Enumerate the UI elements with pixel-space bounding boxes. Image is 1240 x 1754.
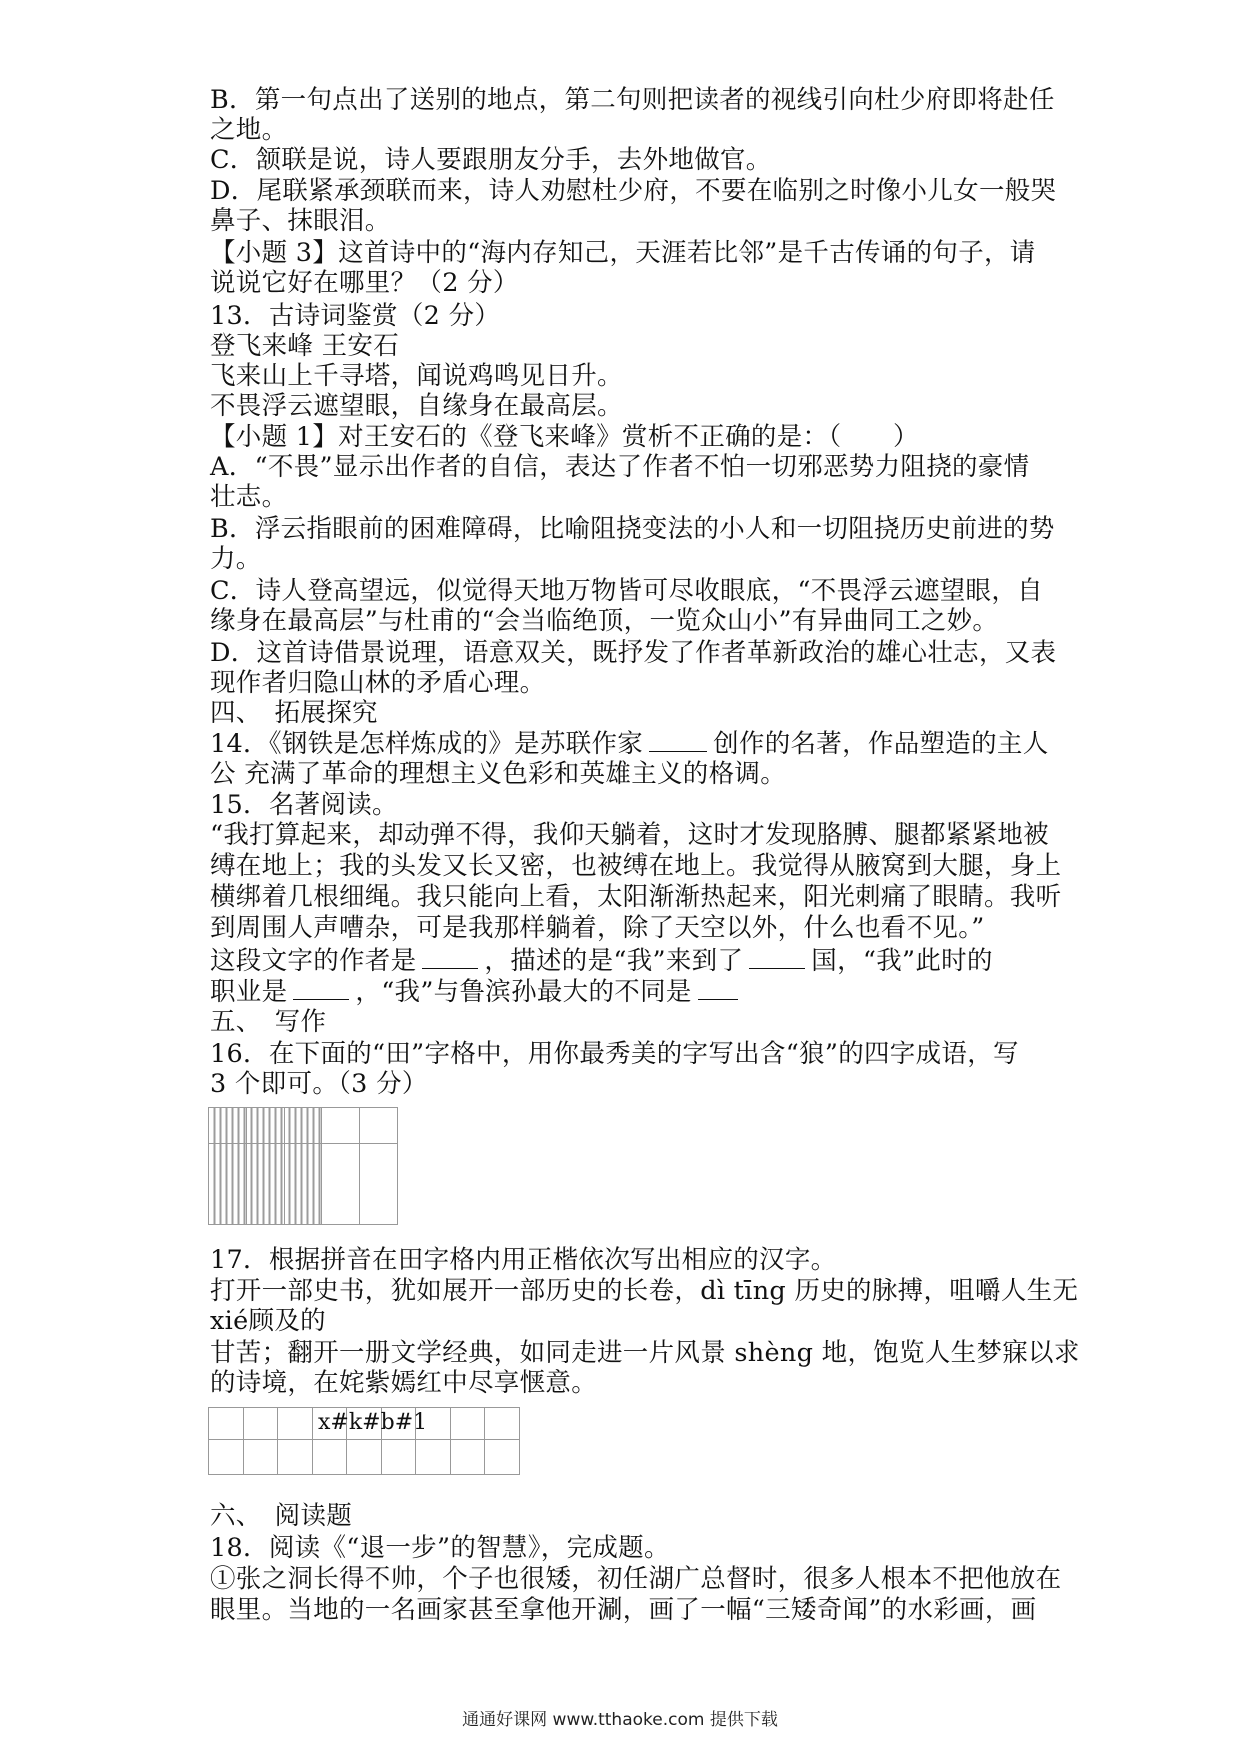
q15-text: 这段文字的作者是 bbox=[210, 946, 417, 976]
question-14 bbox=[210, 727, 1049, 760]
section-heading: 四、 拓展探究 bbox=[210, 698, 378, 728]
answer-blank[interactable] bbox=[698, 975, 738, 1000]
text-line: B．浮云指眼前的困难障碍，比喻阻挠变法的小人和一切阻挠历史前进的势 bbox=[210, 514, 1055, 544]
text-line: 眼里。当地的一名画家甚至拿他开涮，画了一幅“三矮奇闻”的水彩画，画 bbox=[210, 1595, 1037, 1625]
poem-line: 不畏浮云遮望眼，自缘身在最高层。 bbox=[210, 391, 623, 421]
q14-text: 创作的名著，作品塑造的主人 bbox=[713, 729, 1049, 759]
text-line: 16．在下面的“田”字格中，用你最秀美的字写出含“狼”的四字成语，写 bbox=[210, 1039, 1019, 1069]
text-line: 之地。 bbox=[210, 115, 288, 145]
poem-title: 登飞来峰 王安石 bbox=[210, 331, 400, 361]
text-line: 【小题 3】这首诗中的“海内存知己，天涯若比邻”是千古传诵的句子，请 bbox=[210, 238, 1036, 268]
quote-line: 缚在地上；我的头发又长又密，也被缚在地上。我觉得从腋窝到大腿，身上 bbox=[210, 851, 1062, 881]
text-line: 说说它好在哪里？（2 分） bbox=[210, 268, 519, 298]
text-line: xié顾及的 bbox=[210, 1306, 326, 1336]
section-heading: 六、 阅读题 bbox=[210, 1501, 353, 1531]
text-line: D．尾联紧承颈联而来，诗人劝慰杜少府，不要在临别之时像小儿女一般哭 bbox=[210, 176, 1057, 206]
question-15-ask bbox=[210, 975, 1040, 1008]
text-line: ①张之洞长得不帅，个子也很矮，初任湖广总督时，很多人根本不把他放在 bbox=[210, 1564, 1062, 1594]
text-line: 17．根据拼音在田字格内用正楷依次写出相应的汉字。 bbox=[210, 1245, 837, 1275]
text-line: 打开一部史书，犹如展开一部历史的长卷，dì tīng 历史的脉搏，咀嚼人生无 bbox=[210, 1276, 1079, 1306]
text-line: 的诗境，在姹紫嫣红中尽享惬意。 bbox=[210, 1368, 598, 1398]
text-line: 缘身在最高层”与杜甫的“会当临绝顶，一览众山小”有异曲同工之妙。 bbox=[210, 606, 999, 636]
text-line: 现作者归隐山林的矛盾心理。 bbox=[210, 668, 546, 698]
footer-text: 通通好课网 www.tthaoke.com 提供下载 bbox=[462, 1710, 778, 1730]
poem-line: 飞来山上千寻塔，闻说鸡鸣见日升。 bbox=[210, 361, 623, 391]
quote-line: 横绑着几根细绳。我只能向上看，太阳渐渐热起来，阳光刺痛了眼睛。我听 bbox=[210, 882, 1062, 912]
text-line: B．第一句点出了送别的地点，第二句则把读者的视线引向杜少府即将赴任 bbox=[210, 85, 1055, 115]
text-line: D．这首诗借景说理，语意双关，既抒发了作者革新政治的雄心壮志，又表 bbox=[210, 638, 1057, 668]
q15-text: ，“我”与鲁滨孙最大的不同是 bbox=[355, 977, 692, 1007]
text-line: A．“不畏”显示出作者的自信，表达了作者不怕一切邪恶势力阻挠的豪情 bbox=[210, 452, 1030, 482]
text-line: 18．阅读《“退一步”的智慧》，完成题。 bbox=[210, 1533, 670, 1563]
section-heading: 五、 写作 bbox=[210, 1007, 327, 1037]
text-line: C．诗人登高望远，似觉得天地万物皆可尽收眼底，“不畏浮云遮望眼，自 bbox=[210, 576, 1043, 606]
q14-text: 14．《钢铁是怎样炼成的》是苏联作家 bbox=[210, 729, 644, 759]
tianzige-grid[interactable] bbox=[208, 1107, 398, 1225]
answer-blank[interactable] bbox=[649, 727, 707, 752]
text-line: 3 个即可。（3 分） bbox=[210, 1069, 428, 1099]
q15-text: ，描述的是“我”来到了 bbox=[484, 946, 744, 976]
text-line: 甘苦；翻开一册文学经典，如同走进一片风景 shèng 地，饱览人生梦寐以求 bbox=[210, 1338, 1080, 1368]
text-line: 公 充满了革命的理想主义色彩和英雄主义的格调。 bbox=[210, 759, 787, 789]
q15-text: 职业是 bbox=[210, 977, 288, 1007]
answer-blank[interactable] bbox=[749, 944, 805, 969]
text-line: 力。 bbox=[210, 544, 262, 574]
quote-line: 到周围人声嘈杂，可是我那样躺着，除了天空以外，什么也看不见。” bbox=[210, 913, 985, 943]
answer-blank[interactable] bbox=[422, 944, 478, 969]
text-line: 13．古诗词鉴赏（2 分） bbox=[210, 301, 501, 331]
answer-blank[interactable] bbox=[293, 975, 349, 1000]
text-line: 壮志。 bbox=[210, 482, 288, 512]
text-line: 【小题 1】对王安石的《登飞来峰》赏析不正确的是：（ ） bbox=[210, 422, 919, 452]
text-line: 鼻子、抹眼泪。 bbox=[210, 206, 391, 236]
q15-text: 国，“我”此时的 bbox=[811, 946, 993, 976]
quote-line: “我打算起来，却动弹不得，我仰天躺着，这时才发现胳膊、腿都紧紧地被 bbox=[210, 820, 1049, 850]
text-line: C．颔联是说，诗人要跟朋友分手，去外地做官。 bbox=[210, 145, 772, 175]
grid-watermark-text: x#k#b#1 bbox=[318, 1410, 428, 1435]
question-15-ask bbox=[210, 944, 1040, 977]
question-15-title: 15．名著阅读。 bbox=[210, 790, 398, 820]
